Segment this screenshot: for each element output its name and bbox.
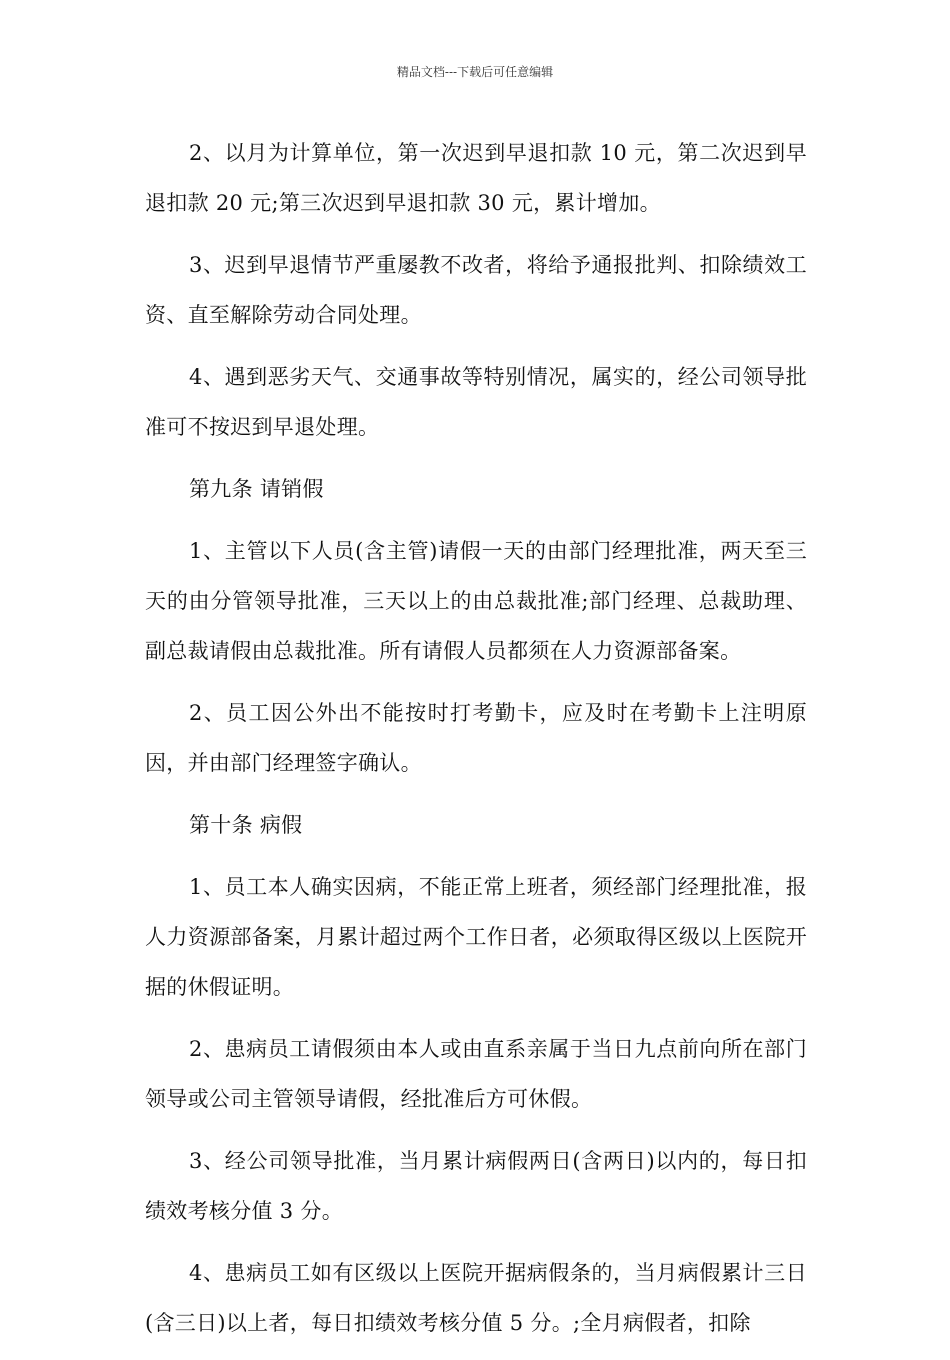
paragraph-sick-leave-three-days: 4、患病员工如有区级以上医院开据病假条的，当月病假累计三日(含三日)以上者，每日扣绩效考核分值 5 分。;全月病假者，扣除 — [145, 1261, 807, 1335]
paragraph-sick-leave-two-days: 3、经公司领导批准，当月累计病假两日(含两日)以内的，每日扣绩效考核分值 3 分。 — [145, 1149, 807, 1223]
paragraph-sick-leave-approval: 1、员工本人确实因病，不能正常上班者，须经部门经理批准，报人力资源部备案，月累计超过两个工作日者，必须取得区级以上医院开据的休假证明。 — [145, 875, 807, 999]
paragraph-sick-leave-request: 2、患病员工请假须由本人或由直系亲属于当日九点前向所在部门领导或公司主管领导请假，经批准后方可休假。 — [145, 1037, 807, 1111]
section-heading-article-10: 第十条 病假 — [189, 813, 303, 837]
paragraph-leave-approval: 1、主管以下人员(含主管)请假一天的由部门经理批准，两天至三天的由分管领导批准，三天以上的由总裁批准;部门经理、总裁助理、副总裁请假由总裁批准。所有请假人员都须在人力资源部备案。 — [145, 539, 807, 663]
page-header: 精品文档---下载后可任意编辑 — [396, 65, 554, 79]
document-body — [145, 128, 807, 1360]
paragraph-business-trip: 2、员工因公外出不能按时打考勤卡，应及时在考勤卡上注明原因，并由部门经理签字确认。 — [145, 701, 807, 775]
paragraph-late-deduction: 2、以月为计算单位，第一次迟到早退扣款 10 元，第二次迟到早退扣款 20 元;第三次迟到早退扣款 30 元，累计增加。 — [145, 141, 807, 215]
paragraph-special-circumstances: 4、遇到恶劣天气、交通事故等特别情况，属实的，经公司领导批准可不按迟到早退处理。 — [145, 365, 807, 439]
paragraph-repeated-lateness: 3、迟到早退情节严重屡教不改者，将给予通报批判、扣除绩效工资、直至解除劳动合同处理。 — [145, 253, 807, 327]
section-heading-article-9: 第九条 请销假 — [189, 477, 324, 501]
